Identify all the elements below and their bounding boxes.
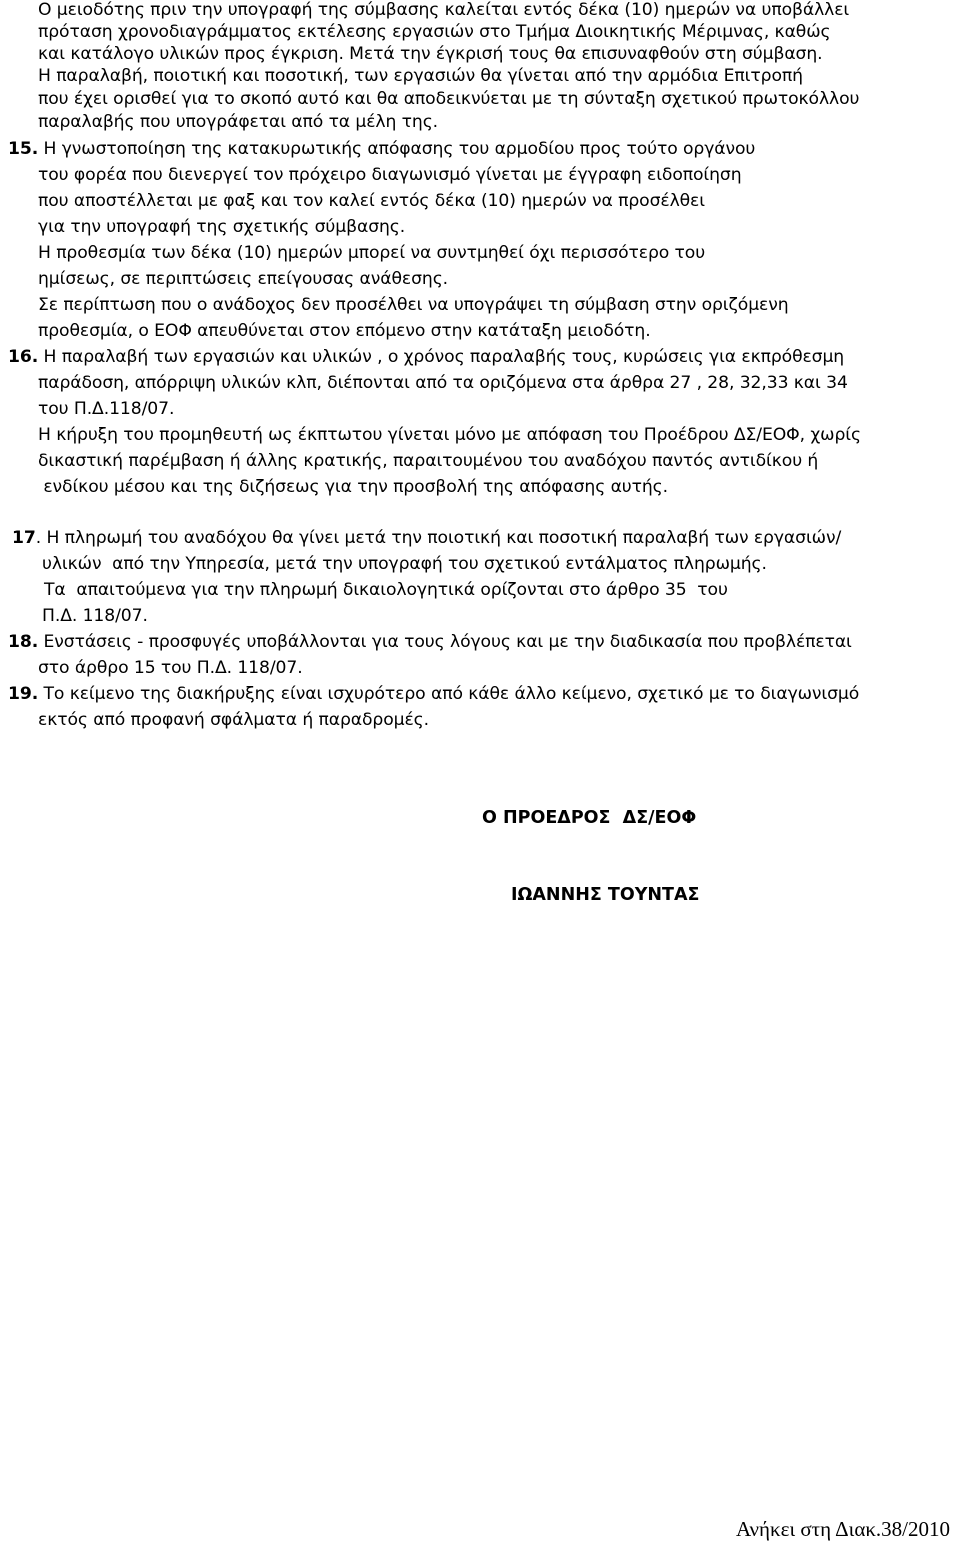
intro-line: παραλαβής που υπογράφεται από τα μέλη της. [38, 112, 439, 132]
intro-line: Ο μειοδότης πριν την υπογραφή της σύμβασης καλείται εντός δέκα (10) ημερών να υποβάλλει [38, 0, 850, 20]
section-text: . Η πληρωμή του αναδόχου θα γίνει μετά την ποιοτική και ποσοτική παραλαβή των εργασιών/ [35, 528, 842, 548]
section-16-line: του Π.Δ.118/07. [38, 399, 175, 419]
section-15-line: Η προθεσμία των δέκα (10) ημερών μπορεί να συντμηθεί όχι περισσότερο του [38, 243, 706, 263]
section-number: 15. [8, 139, 39, 159]
section-text: Η παραλαβή των εργασιών και υλικών , ο χρόνος παραλαβής τους, κυρώσεις για εκπρόθεσμη [43, 347, 845, 367]
section-18-line: στο άρθρο 15 του Π.Δ. 118/07. [38, 658, 303, 678]
page-footer: Ανήκει στη Διακ.38/2010 [735, 1517, 950, 1541]
section-16-first-line [8, 345, 844, 369]
section-16-line: παράδοση, απόρριψη υλικών κλπ, διέπονται από τα οριζόμενα στα άρθρα 27 , 28, 32,33 και 34 [38, 373, 848, 393]
section-text: Ενστάσεις - προσφυγές υποβάλλονται για τους λόγους και με την διαδικασία που προβλέπεται [43, 632, 852, 652]
section-number: 17 [12, 528, 36, 548]
section-15-line: που αποστέλλεται με φαξ και τον καλεί εντός δέκα (10) ημερών να προσέλθει [38, 191, 705, 211]
signature-name: ΙΩΑΝΝΗΣ ΤΟΥΝΤΑΣ [511, 885, 700, 905]
section-text: Το κείμενο της διακήρυξης είναι ισχυρότερο από κάθε άλλο κείμενο, σχετικό με το διαγωνισμό [43, 684, 860, 704]
intro-line: και κατάλογο υλικών προς έγκριση. Μετά την έγκρισή τους θα επισυναφθούν στη σύμβαση. [38, 44, 823, 64]
section-15-line: για την υπογραφή της σχετικής σύμβασης. [38, 217, 406, 237]
intro-line: που έχει ορισθεί για το σκοπό αυτό και θα αποδεικνύεται με τη σύνταξη σχετικού πρωτοκόλλου [38, 89, 860, 109]
section-number: 18. [8, 632, 39, 652]
section-17-first-line [12, 526, 841, 550]
section-16-line: ενδίκου μέσου και της διζήσεως για την προσβολή της απόφασης αυτής. [38, 477, 669, 497]
signature-title: Ο ΠΡΟΕΔΡΟΣ ΔΣ/ΕΟΦ [482, 808, 697, 828]
section-15-first-line [8, 137, 755, 161]
section-number: 19. [8, 684, 39, 704]
section-15-line: ημίσεως, σε περιπτώσεις επείγουσας ανάθεσης. [38, 269, 449, 289]
section-15-line: Σε περίπτωση που ο ανάδοχος δεν προσέλθει να υπογράψει τη σύμβαση στην οριζόμενη [38, 295, 789, 315]
section-19-line: εκτός από προφανή σφάλματα ή παραδρομές. [38, 710, 430, 730]
section-16-line: Η κήρυξη του προμηθευτή ως έκπτωτου γίνεται μόνο με απόφαση του Προέδρου ΔΣ/ΕΟΦ, χωρίς [38, 425, 861, 445]
section-17-line: Τα απαιτούμενα για την πληρωμή δικαιολογητικά ορίζονται στο άρθρο 35 του [44, 580, 728, 600]
section-text: Η γνωστοποίηση της κατακυρωτικής απόφασης του αρμοδίου προς τούτο οργάνου [43, 139, 756, 159]
section-18-first-line [8, 630, 852, 654]
intro-line: Η παραλαβή, ποιοτική και ποσοτική, των εργασιών θα γίνεται από την αρμόδια Επιτροπή [38, 66, 803, 86]
section-15-line: προθεσμία, ο ΕΟΦ απευθύνεται στον επόμενο στην κατάταξη μειοδότη. [38, 321, 651, 341]
section-19-first-line [8, 682, 859, 706]
section-15-line: του φορέα που διενεργεί τον πρόχειρο διαγωνισμό γίνεται με έγγραφη ειδοποίηση [38, 165, 742, 185]
section-17-line: υλικών από την Υπηρεσία, μετά την υπογραφή του σχετικού εντάλματος πληρωμής. [42, 554, 767, 574]
section-16-line: δικαστική παρέμβαση ή άλλης κρατικής, παραιτουμένου του αναδόχου παντός αντιδίκου ή [38, 451, 819, 471]
intro-line: πρόταση χρονοδιαγράμματος εκτέλεσης εργασιών στο Τμήμα Διοικητικής Μέριμνας, καθώς [38, 22, 831, 42]
section-17-line: Π.Δ. 118/07. [42, 606, 148, 626]
section-number: 16. [8, 347, 39, 367]
